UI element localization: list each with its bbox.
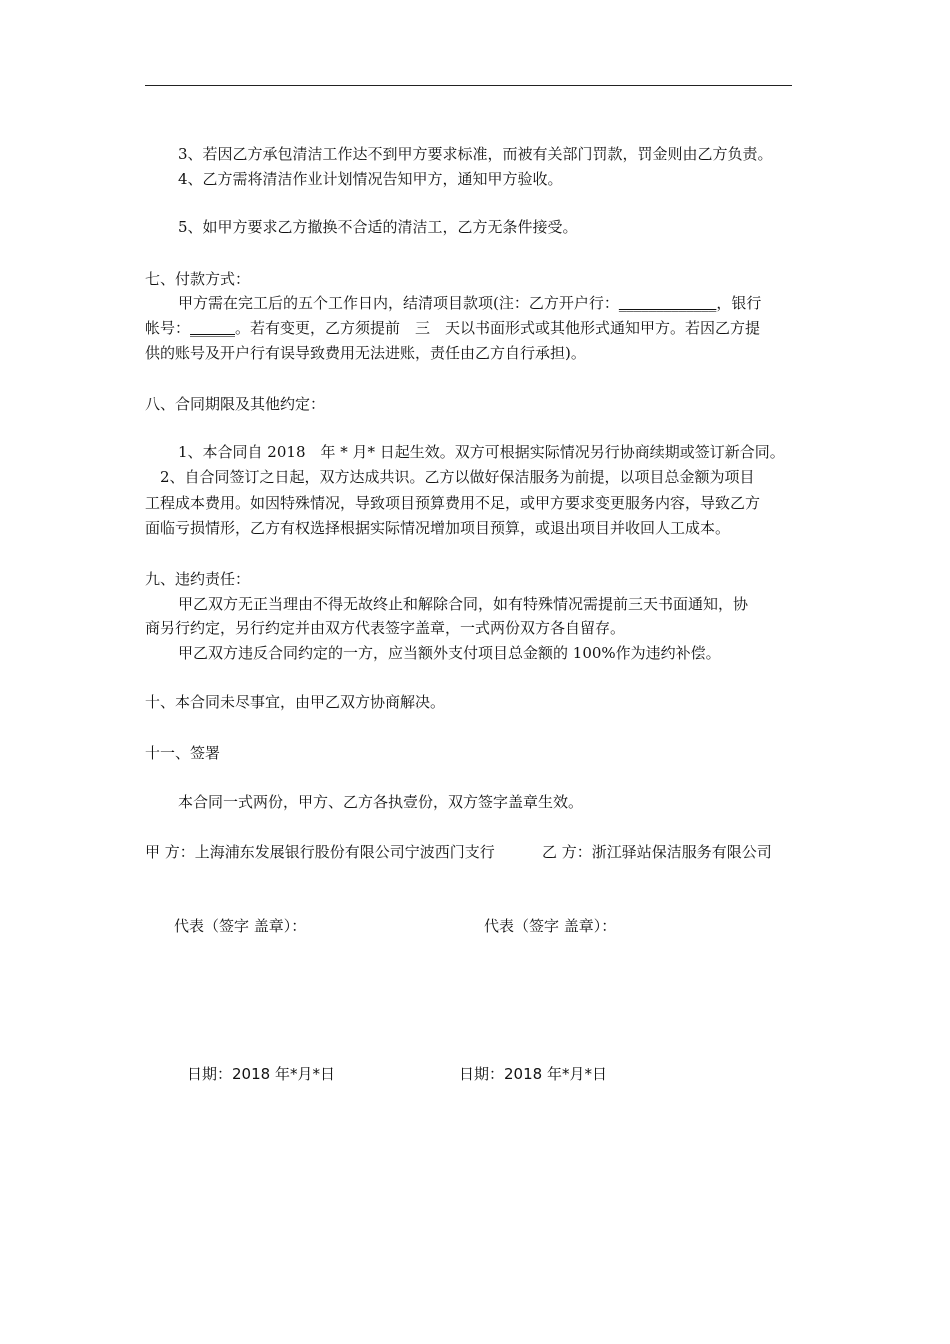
section-8-heading: 八、合同期限及其他约定： (145, 395, 326, 413)
clause-4: 4、乙方需将清洁作业计划情况告知甲方，通知甲方验收。 (178, 170, 563, 188)
representative-a: 代表（签字 盖章）： (174, 917, 307, 935)
account-label: 帐号： (145, 319, 191, 337)
section-8-item-1: 1、本合同自 2018 年 * 月* 日起生效。双方可根据实际情况另行协商续期或签订新合同。 (178, 443, 785, 461)
section-7-line-1 (178, 293, 761, 313)
section-9-heading: 九、违约责任： (145, 570, 251, 588)
section-11-text: 本合同一式两份，甲方、乙方各执壹份，双方签字盖章生效。 (178, 793, 584, 811)
section-11-heading: 十一、签署 (145, 744, 221, 762)
section-8-item-2-line-2: 工程成本费用。如因特殊情况，导致项目预算费用不足，或甲方要求变更服务内容，导致乙方 (145, 494, 761, 512)
section-9-p1-line-2: 商另行约定，另行约定并由双方代表签字盖章，一式两份双方各自留存。 (145, 619, 626, 637)
party-a: 甲 方：上海浦东发展银行股份有限公司宁波西门支行 (145, 843, 495, 861)
payment-text-b: ，银行 (716, 294, 762, 312)
party-b: 乙 方：浙江驿站保洁服务有限公司 (542, 843, 772, 861)
section-8-item-2-line-3: 面临亏损情形，乙方有权选择根据实际情况增加项目预算，或退出项目并收回人工成本。 (145, 519, 731, 537)
payment-text-c: 。若有变更，乙方须提前 三 天以书面形式或其他形式通知甲方。若因乙方提 (235, 319, 761, 337)
date-b: 日期：2018 年*月*日 (459, 1065, 607, 1083)
date-a: 日期：2018 年*月*日 (187, 1065, 335, 1083)
section-7-line-3: 供的账号及开户行有误导致费用无法进账，责任由乙方自行承担)。 (145, 344, 586, 362)
clause-5: 5、如甲方要求乙方撤换不合适的清洁工，乙方无条件接受。 (178, 218, 578, 236)
section-9-p2: 甲乙双方违反合同约定的一方，应当额外支付项目总金额的 100%作为违约补偿。 (178, 644, 721, 662)
section-7-heading: 七、付款方式： (145, 270, 251, 288)
account-blank: ______ (190, 319, 236, 337)
section-10: 十、本合同未尽事宜，由甲乙双方协商解决。 (145, 693, 446, 711)
section-7-line-2 (145, 318, 760, 338)
payment-text-a: 甲方需在完工后的五个工作日内，结清项目款项(注：乙方开户行： (178, 294, 619, 312)
section-9-p1-line-1: 甲乙双方无正当理由不得无故终止和解除合同，如有特殊情况需提前三天书面通知，协 (178, 595, 749, 613)
bank-name-blank: _____________ (618, 294, 717, 312)
clause-3: 3、若因乙方承包清洁工作达不到甲方要求标准，而被有关部门罚款，罚金则由乙方负责。 (178, 145, 773, 163)
header-rule (145, 85, 792, 86)
section-8-item-2-line-1: 2、自合同签订之日起，双方达成共识。乙方以做好保洁服务为前提，以项目总金额为项目 (160, 468, 755, 486)
representative-b: 代表（签字 盖章）： (484, 917, 617, 935)
